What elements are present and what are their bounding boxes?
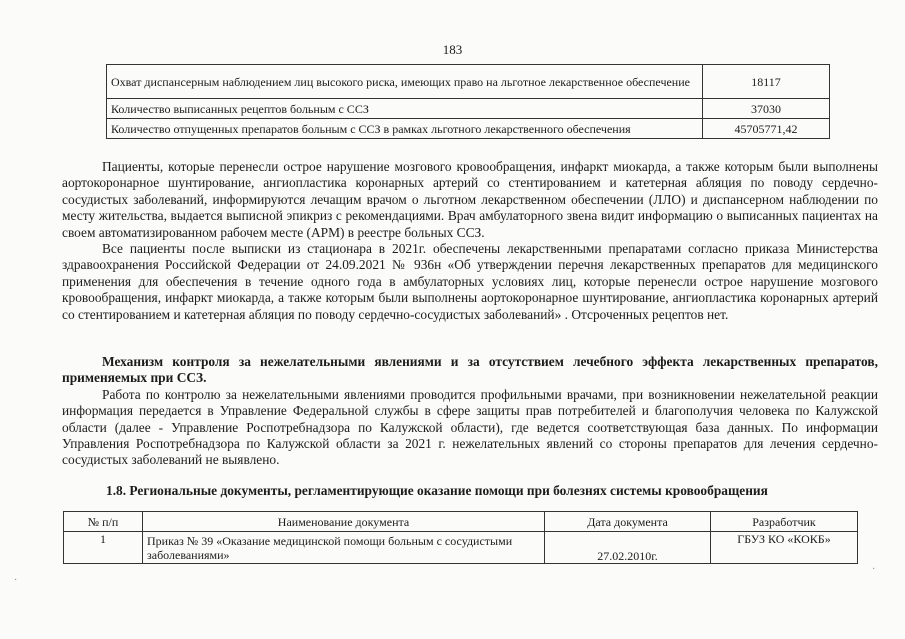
header-date: Дата документа [545,512,711,532]
table-row [107,65,830,99]
header-name: Наименование документа [143,512,545,532]
paragraph-adverse-events: Работа по контролю за нежелательными явлениями проводится профильными врачами, при возникновении нежелательной реакции информация передается в Управление Федеральной службы в сфере защиты прав потребителей и благополучия человека по Калужской области (далее - Управление Роспотребнадзора по Калужской области), где ведется соответствующая база данных. По информации Управления Роспотребнадзора по Калужской области за 2021 г. нежелательных явлений со стороны препаратов для лечения сердечно-сосудистых заболеваний не выявлено. [62,386,878,468]
doc-date: 27.02.2010г. [545,532,711,564]
indicator-label: Количество выписанных рецептов больным с ССЗ [107,99,703,119]
body-text-2 [62,354,878,469]
table-header-row [64,512,858,532]
header-number: № п/п [64,512,143,532]
indicator-label: Охват диспансерным наблюдением лиц высокого риска, имеющих право на льготное лекарственное обеспечение [107,65,703,99]
paragraph-provision: Все пациенты после выписки из стационара в 2021г. обеспечены лекарственными препаратами согласно приказа Министерства здравоохранения Российской Федерации от 24.09.2021 № 936н «Об утверждении перечня лекарственных препаратов для медицинского применения для обеспечения в течение одного года в амбулаторных условиях лиц, которые перенесли острое нарушение мозгового кровообращения, инфаркт миокарда, а также которым были выполнены аортокоронарное шунтирование, ангиопластика коронарных артерий со стентированием и катетерная абляция по поводу сердечно-сосудистых заболеваний» . Отсроченных рецептов нет. [62,241,878,322]
table-row [107,119,830,139]
scan-speck: · [872,564,876,575]
indicator-value: 18117 [703,65,830,99]
table-row [64,532,858,564]
indicators-table [106,64,830,139]
body-text-1 [62,159,878,323]
scan-speck: · [14,575,18,586]
doc-name: Приказ № 39 «Оказание медицинской помощи больным с сосудистыми заболеваниями» [143,532,545,564]
paragraph-patients-info: Пациенты, которые перенесли острое нарушение мозгового кровообращения, инфаркт миокарда, а также которым были выполнены аортокоронарное шунтирование, ангиопластика коронарных артерий со стентированием и катетерная абляция по поводу сердечно-сосудистых заболеваний, информируются лечащим врачом о льготном лекарственном обеспечении (ЛЛО) и диспансерном наблюдении по месту жительства, выдается выписной эпикриз с рекомендациями. Врач амбулаторного звена видит информацию о выписанных пациентах на своем автоматизированном рабочем месте (АРМ) в реестре больных ССЗ. [62,159,878,240]
indicator-value: 45705771,42 [703,119,830,139]
indicator-label: Количество отпущенных препаратов больным с ССЗ в рамках льготного лекарственного обеспечения [107,119,703,139]
section-heading: 1.8. Региональные документы, регламентирующие оказание помощи при болезнях системы кровообращения [106,483,768,498]
table-row [107,99,830,119]
doc-developer: ГБУЗ КО «КОКБ» [711,532,858,564]
indicator-value: 37030 [703,99,830,119]
documents-table [63,511,858,564]
header-developer: Разработчик [711,512,858,532]
heading-adverse-events: Механизм контроля за нежелательными явлениями и за отсутствием лечебного эффекта лекарственных препаратов, применяемых при ССЗ. [62,354,878,386]
page-number: 183 [442,42,463,57]
doc-number: 1 [64,532,143,564]
